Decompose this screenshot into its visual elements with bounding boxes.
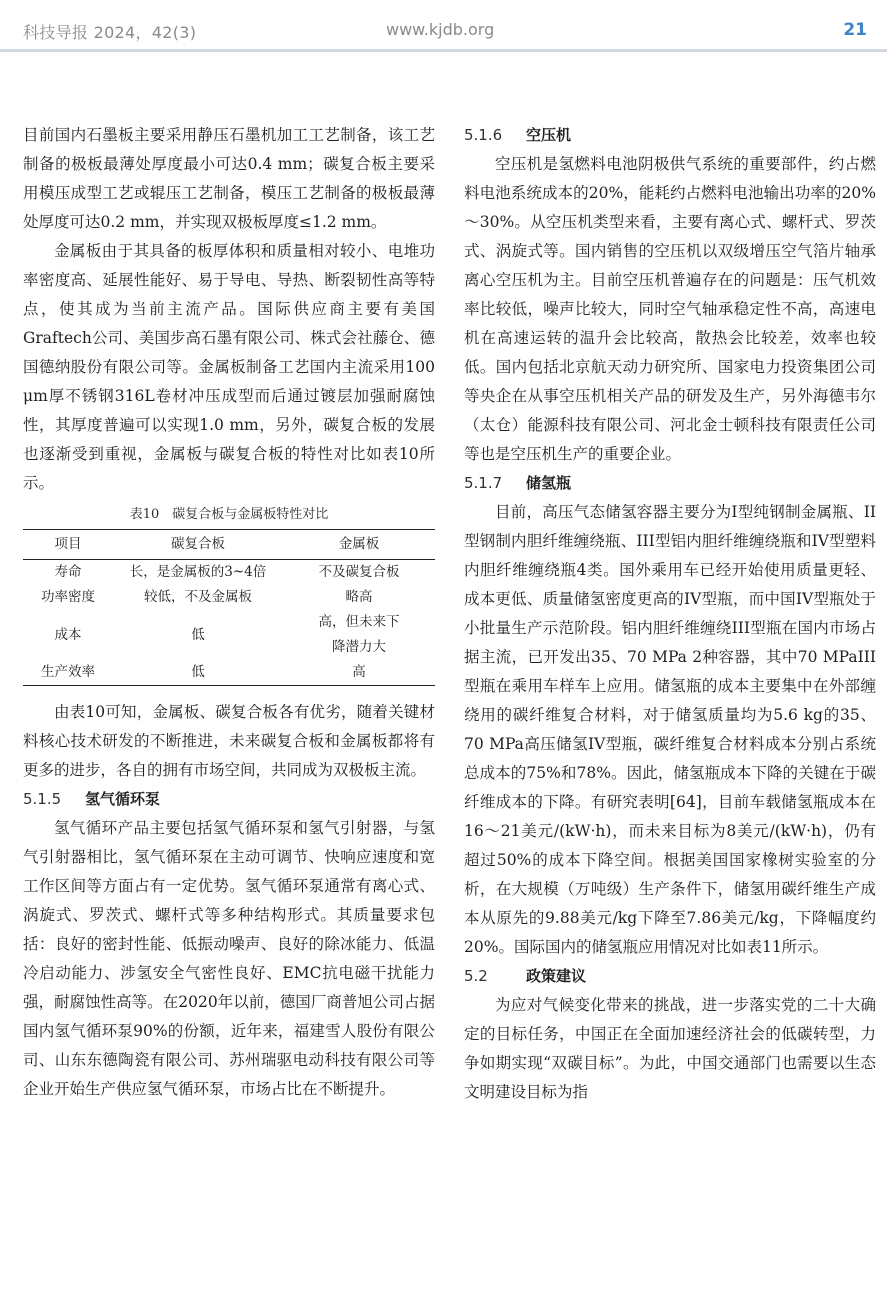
table-row [23, 610, 435, 660]
paragraph-policy: 为应对气候变化带来的挑战，进一步落实党的二十大确定的目标任务，中国正在全面加速经济社会的低碳转型，力争如期实现“双碳目标”。为此，中国交通部门也需要以生态文明建设目标为指 [464, 996, 876, 1101]
table-10 [23, 529, 435, 686]
header-divider [0, 49, 887, 52]
table-header-row [23, 530, 435, 560]
section-number: 5.1.7 [464, 474, 503, 492]
paragraph-air-compressor: 空压机是氢燃料电池阴极供气系统的重要部件，约占燃料电池系统成本的20%，能耗约占燃料电池输出功率的20%～30%。从空压机类型来看，主要有离心式、螺杆式、罗茨式、涡旋式等。国内销售的空压机以双级增压空气箔片轴承离心空压机为主。目前空压机普遍存在的问题是：压气机效率比较低，噪声比较大，同时空气轴承稳定性不高，高速电机在高速运转的温升会比较高，散热会比较差，效率也较低。国内包括北京航天动力研究所、国家电力投资集团公司等央企在从事空压机相关产品的研发及生产，另外海德韦尔（太仓）能源科技有限公司、河北金士顿科技有限责任公司等也是空压机生产的重要企业。 [464, 155, 876, 463]
section-number: 5.1.5 [23, 790, 62, 808]
table-10-caption: 表10 碳复合板与金属板特性对比 [129, 507, 329, 522]
paragraph-metal-plate: 金属板由于其具备的板厚体积和质量相对较小、电堆功率密度高、延展性能好、易于导电、导热、断裂韧性高等特点，使其成为当前主流产品。国际供应商主要有美国Graftech公司、美国步高石墨有限公司、株式会社藤仓、德国德纳股份有限公司等。金属板制备工艺国内主流采用100 μm厚不锈钢316L卷材冲压成型而后通过镀层加强耐腐蚀性，其厚度普遍可以实现1.0 mm，另外，碳复合板的发展也逐渐受到重视，金属板与碳复合板的特性对比如表10所示。 [23, 242, 435, 492]
table-row [23, 660, 435, 686]
section-title: 储氢瓶 [526, 474, 572, 492]
section-number: 5.2 [464, 967, 488, 985]
paragraph-hydrogen-tank: 目前，高压气态储氢容器主要分为I型纯钢制金属瓶、II型钢制内胆纤维缠绕瓶、III型铝内胆纤维缠绕瓶和IV型塑料内胆纤维缠绕瓶4类。国外乘用车已经开始使用质量更轻、成本更低、质量储氢密度更高的IV型瓶，而中国IV型瓶处于小批量生产示范阶段。铝内胆纤维缠绕III型瓶在国内市场占据主流，已开发出35、70 MPa 2种容器，其中70 MPaIII型瓶在乘用车样车上应用。储氢瓶的成本主要集中在外部缠绕用的碳纤维复合材料，对于储氢质量均为5.6 kg的35、70 MPa高压储氢IV型瓶，碳纤维复合材料成本分别占系统总成本的75%和78%。因此，储氢瓶成本下降的关键在于碳纤维成本的下降。有研究表明[64]，目前车载储氢瓶成本在16～21美元/(kW·h)，而未来目标为8美元/(kW·h)，仍有超过50%的成本下降空间。根据美国国家橡树实验室的分析，在大规模（万吨级）生产条件下，储氢用碳纤维生产成本从原先的9.88美元/kg下降至7.86美元/kg，下降幅度约20%。国际国内的储氢瓶应用情况对比如表11所示。 [464, 503, 876, 956]
section-number: 5.1.6 [464, 126, 503, 144]
paragraph-hydrogen-pump: 氢气循环产品主要包括氢气循环泵和氢气引射器，与氢气引射器相比，氢气循环泵在主动可调节、快响应速度和宽工作区间等方面占有一定优势。氢气循环泵通常有离心式、涡旋式、罗茨式、螺杆式等多种结构形式。其质量要求包括：良好的密封性能、低振动噪声、良好的除冰能力、低温冷启动能力、涉氢安全气密性良好、EMC抗电磁干扰能力强，耐腐蚀性高等。在2020年以前，德国厂商普旭公司占据国内氢气循环泵90%的份额，近年来，福建雪人股份有限公司、山东东德陶瓷有限公司、苏州瑞驱电动科技有限公司等企业开始生产供应氢气循环泵，市场占比在不断提升。 [23, 819, 435, 1098]
table-header-cell: 金属板 [283, 530, 435, 560]
paragraph-table-conclusion: 由表10可知，金属板、碳复合板各有优劣，随着关键材料核心技术研发的不断推进，未来碳复合板和金属板都将有更多的进步，各自的拥有市场空间，共同成为双极板主流。 [23, 703, 435, 779]
table-cell: 高，但未来下降潜力大 [318, 614, 400, 655]
table-row [23, 560, 435, 586]
left-column [23, 121, 435, 1104]
table-cell: 功率密度 [41, 589, 95, 605]
section-heading-5-2 [464, 962, 876, 991]
table-cell: 成本 [54, 626, 82, 643]
page-number: 21 [843, 20, 867, 40]
page-header [0, 20, 887, 50]
paragraph-graphite-plate: 目前国内石墨板主要采用静压石墨机加工工艺制备，该工艺制备的极板最薄处厚度最小可达0.4 mm；碳复合板主要采用模压成型工艺或辊压工艺制备，模压工艺制备的极板最薄处厚度可达0.2 mm，并实现双极板厚度≤1.2 mm。 [23, 126, 435, 231]
table-cell: 长，是金属板的3~4倍 [129, 564, 267, 580]
table-cell: 不及碳复合板 [318, 564, 400, 580]
section-title: 空压机 [526, 126, 572, 144]
section-heading-5-1-7 [464, 469, 876, 498]
journal-website[interactable]: www.kjdb.org [386, 20, 495, 39]
table-cell: 生产效率 [23, 660, 113, 686]
section-title: 氢气循环泵 [85, 790, 161, 808]
table-row [23, 585, 435, 610]
table-header-cell: 项目 [23, 530, 113, 560]
section-heading-5-1-5 [23, 785, 435, 814]
table-cell: 低 [113, 660, 283, 686]
section-title: 政策建议 [526, 967, 587, 985]
table-cell: 较低，不及金属板 [144, 589, 252, 605]
journal-name: 科技导报 2024，42(3) [23, 23, 197, 42]
table-cell: 略高 [345, 589, 373, 605]
table-header-cell: 碳复合板 [113, 530, 283, 560]
right-column [464, 121, 876, 1107]
table-cell: 高 [283, 660, 435, 686]
section-heading-5-1-6 [464, 121, 876, 150]
table-cell: 寿命 [54, 564, 82, 580]
table-cell: 低 [191, 626, 205, 643]
